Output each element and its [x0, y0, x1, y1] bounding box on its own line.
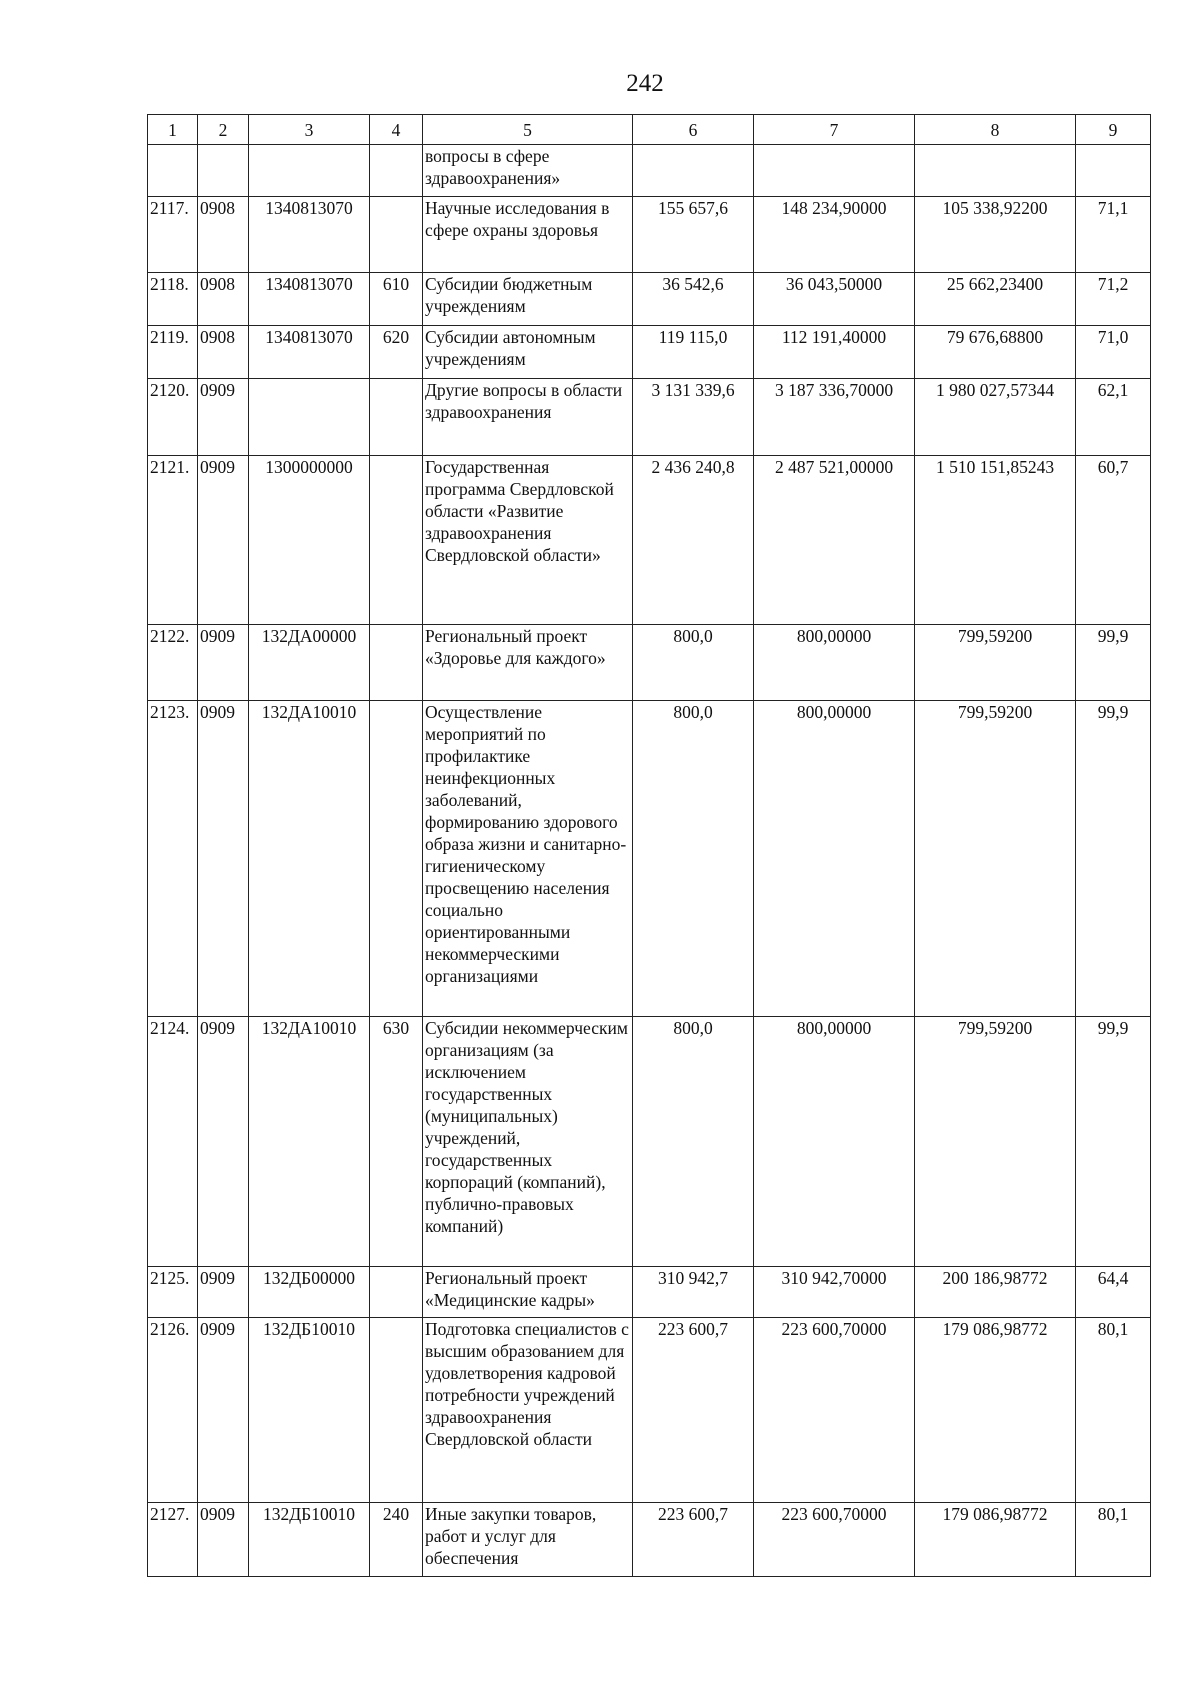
expense-type-code — [370, 145, 423, 197]
expense-type-code — [370, 197, 423, 273]
target-article-code: 132ДБ10010 — [249, 1318, 370, 1503]
target-article-code: 1340813070 — [249, 326, 370, 379]
value-col-9: 80,1 — [1076, 1503, 1151, 1577]
target-article-code: 132ДБ10010 — [249, 1503, 370, 1577]
column-header: 6 — [633, 115, 754, 145]
expense-type-code — [370, 379, 423, 456]
value-col-9 — [1076, 145, 1151, 197]
table-row — [148, 1503, 1151, 1577]
table-row — [148, 456, 1151, 625]
value-col-8: 799,59200 — [915, 1017, 1076, 1267]
row-number: 2121. — [148, 456, 198, 625]
section-code: 0908 — [198, 197, 249, 273]
value-col-7: 223 600,70000 — [754, 1503, 915, 1577]
value-col-7: 800,00000 — [754, 1017, 915, 1267]
column-header: 3 — [249, 115, 370, 145]
column-header: 4 — [370, 115, 423, 145]
value-col-9: 64,4 — [1076, 1267, 1151, 1318]
value-col-6: 310 942,7 — [633, 1267, 754, 1318]
item-name: Другие вопросы в области здравоохранения — [423, 379, 633, 456]
section-code: 0909 — [198, 1318, 249, 1503]
value-col-8 — [915, 145, 1076, 197]
value-col-9: 71,2 — [1076, 273, 1151, 326]
value-col-9: 99,9 — [1076, 625, 1151, 701]
expense-type-code: 240 — [370, 1503, 423, 1577]
table-row — [148, 379, 1151, 456]
item-name: Региональный проект «Медицинские кадры» — [423, 1267, 633, 1318]
expense-type-code — [370, 1267, 423, 1318]
table-row — [148, 145, 1151, 197]
column-header: 9 — [1076, 115, 1151, 145]
value-col-6: 155 657,6 — [633, 197, 754, 273]
value-col-6: 800,0 — [633, 625, 754, 701]
value-col-7: 36 043,50000 — [754, 273, 915, 326]
column-header: 2 — [198, 115, 249, 145]
value-col-6: 800,0 — [633, 701, 754, 1017]
value-col-7: 223 600,70000 — [754, 1318, 915, 1503]
item-name: Субсидии бюджетным учреждениям — [423, 273, 633, 326]
value-col-6 — [633, 145, 754, 197]
item-name: Подготовка специалистов с высшим образованием для удовлетворения кадровой потребности учреждений здравоохранения Свердловской области — [423, 1318, 633, 1503]
row-number: 2120. — [148, 379, 198, 456]
row-number: 2122. — [148, 625, 198, 701]
row-number: 2123. — [148, 701, 198, 1017]
target-article-code — [249, 145, 370, 197]
target-article-code: 1300000000 — [249, 456, 370, 625]
item-name: Субсидии автономным учреждениям — [423, 326, 633, 379]
section-code: 0909 — [198, 1017, 249, 1267]
value-col-8: 200 186,98772 — [915, 1267, 1076, 1318]
expense-type-code: 610 — [370, 273, 423, 326]
expense-type-code — [370, 456, 423, 625]
row-number: 2117. — [148, 197, 198, 273]
expense-type-code — [370, 701, 423, 1017]
value-col-7 — [754, 145, 915, 197]
item-name: Субсидии некоммерческим организациям (за исключением государственных (муниципальных) учреждений, государственных корпораций (компаний), публично-правовых компаний) — [423, 1017, 633, 1267]
row-number: 2126. — [148, 1318, 198, 1503]
target-article-code: 1340813070 — [249, 197, 370, 273]
target-article-code: 132ДА00000 — [249, 625, 370, 701]
item-name: Региональный проект «Здоровье для каждого» — [423, 625, 633, 701]
value-col-8: 799,59200 — [915, 701, 1076, 1017]
column-header: 5 — [423, 115, 633, 145]
value-col-7: 112 191,40000 — [754, 326, 915, 379]
value-col-6: 36 542,6 — [633, 273, 754, 326]
section-code: 0909 — [198, 1503, 249, 1577]
expense-type-code — [370, 1318, 423, 1503]
row-number — [148, 145, 198, 197]
value-col-7: 800,00000 — [754, 625, 915, 701]
column-header: 7 — [754, 115, 915, 145]
table-row — [148, 1267, 1151, 1318]
item-name: вопросы в сфере здравоохранения» — [423, 145, 633, 197]
expense-type-code: 620 — [370, 326, 423, 379]
value-col-8: 799,59200 — [915, 625, 1076, 701]
table-row — [148, 1017, 1151, 1267]
table-row — [148, 273, 1151, 326]
value-col-8: 179 086,98772 — [915, 1503, 1076, 1577]
target-article-code: 132ДА10010 — [249, 1017, 370, 1267]
row-number: 2124. — [148, 1017, 198, 1267]
value-col-9: 62,1 — [1076, 379, 1151, 456]
section-code: 0909 — [198, 456, 249, 625]
value-col-8: 105 338,92200 — [915, 197, 1076, 273]
value-col-9: 99,9 — [1076, 1017, 1151, 1267]
table-row — [148, 625, 1151, 701]
value-col-7: 3 187 336,70000 — [754, 379, 915, 456]
item-name: Иные закупки товаров, работ и услуг для обеспечения — [423, 1503, 633, 1577]
value-col-9: 99,9 — [1076, 701, 1151, 1017]
item-name: Научные исследования в сфере охраны здоровья — [423, 197, 633, 273]
section-code — [198, 145, 249, 197]
value-col-9: 60,7 — [1076, 456, 1151, 625]
row-number: 2118. — [148, 273, 198, 326]
table-row — [148, 326, 1151, 379]
row-number: 2119. — [148, 326, 198, 379]
target-article-code: 132ДБ00000 — [249, 1267, 370, 1318]
section-code: 0909 — [198, 701, 249, 1017]
value-col-8: 1 980 027,57344 — [915, 379, 1076, 456]
budget-table — [147, 114, 1151, 1577]
table-row — [148, 1318, 1151, 1503]
target-article-code — [249, 379, 370, 456]
value-col-6: 119 115,0 — [633, 326, 754, 379]
expense-type-code: 630 — [370, 1017, 423, 1267]
target-article-code: 1340813070 — [249, 273, 370, 326]
value-col-7: 2 487 521,00000 — [754, 456, 915, 625]
table-row — [148, 197, 1151, 273]
table-header-row — [148, 115, 1151, 145]
value-col-6: 2 436 240,8 — [633, 456, 754, 625]
value-col-7: 800,00000 — [754, 701, 915, 1017]
section-code: 0909 — [198, 1267, 249, 1318]
value-col-9: 80,1 — [1076, 1318, 1151, 1503]
expense-type-code — [370, 625, 423, 701]
value-col-9: 71,1 — [1076, 197, 1151, 273]
value-col-6: 223 600,7 — [633, 1503, 754, 1577]
table-row — [148, 701, 1151, 1017]
value-col-8: 1 510 151,85243 — [915, 456, 1076, 625]
column-header: 8 — [915, 115, 1076, 145]
section-code: 0909 — [198, 625, 249, 701]
column-header: 1 — [148, 115, 198, 145]
section-code: 0908 — [198, 273, 249, 326]
item-name: Осуществление мероприятий по профилактике неинфекционных заболеваний, формированию здорового образа жизни и санитарно-гигиеническому просвещению населения социально ориентированными некоммерческими организациями — [423, 701, 633, 1017]
section-code: 0908 — [198, 326, 249, 379]
value-col-9: 71,0 — [1076, 326, 1151, 379]
value-col-6: 3 131 339,6 — [633, 379, 754, 456]
value-col-8: 79 676,68800 — [915, 326, 1076, 379]
value-col-8: 25 662,23400 — [915, 273, 1076, 326]
target-article-code: 132ДА10010 — [249, 701, 370, 1017]
row-number: 2127. — [148, 1503, 198, 1577]
item-name: Государственная программа Свердловской области «Развитие здравоохранения Свердловской области» — [423, 456, 633, 625]
section-code: 0909 — [198, 379, 249, 456]
page-number: 242 — [626, 70, 664, 97]
value-col-7: 310 942,70000 — [754, 1267, 915, 1318]
value-col-8: 179 086,98772 — [915, 1318, 1076, 1503]
value-col-6: 223 600,7 — [633, 1318, 754, 1503]
value-col-7: 148 234,90000 — [754, 197, 915, 273]
value-col-6: 800,0 — [633, 1017, 754, 1267]
row-number: 2125. — [148, 1267, 198, 1318]
